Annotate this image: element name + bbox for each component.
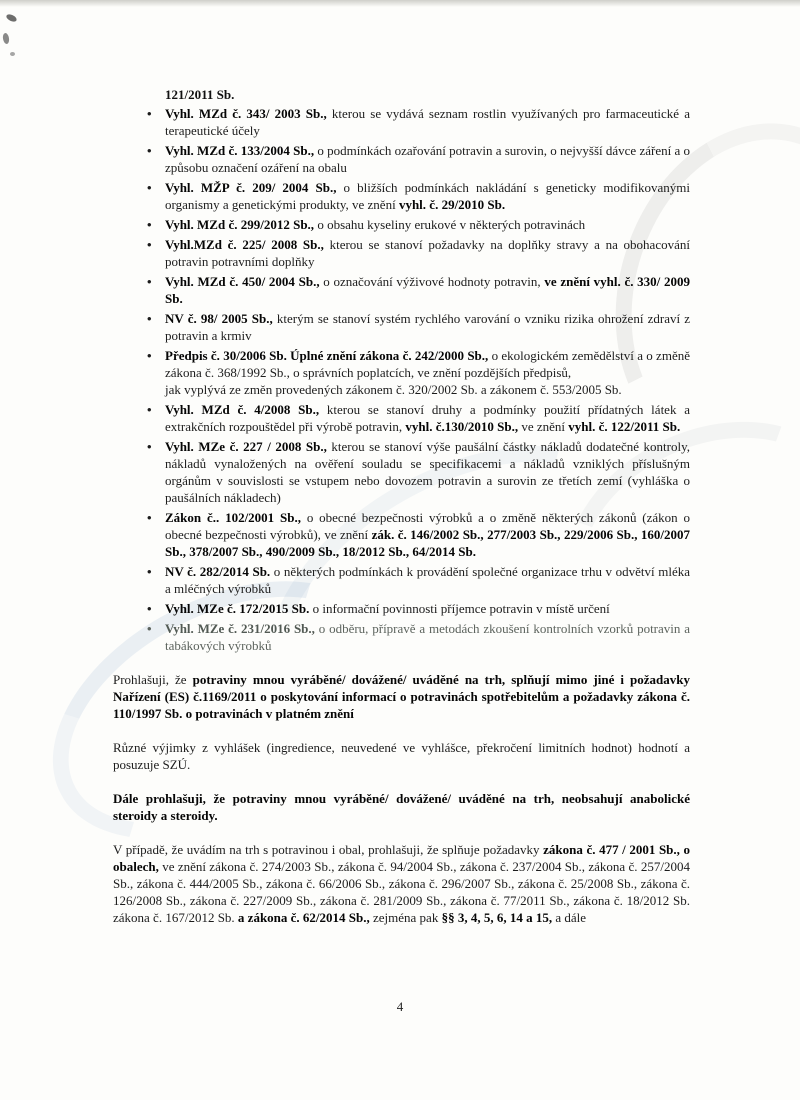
text-bold: Vyhl. MZe č. 227 / 2008 Sb., bbox=[165, 439, 327, 454]
declaration-paragraph bbox=[113, 841, 690, 926]
list-item-text bbox=[165, 237, 690, 269]
list-item-text bbox=[165, 143, 690, 175]
list-item-text bbox=[165, 106, 690, 138]
regulation-list-item bbox=[143, 273, 690, 307]
declaration-paragraph bbox=[113, 739, 690, 773]
text-regular: Prohlašuji, že bbox=[113, 672, 193, 687]
page-number: 4 bbox=[396, 999, 404, 1014]
text-regular: o některých podmínkách k provádění společné organizace trhu v odvětví mléka a mléčných výrobků bbox=[165, 564, 690, 596]
regulation-list-item bbox=[143, 509, 690, 560]
text-regular: kterou se vydává seznam rostlin využívaných pro farmaceutické a terapeutické účely bbox=[165, 106, 690, 138]
text-bold: §§ 3, 4, 5, 6, 14 a 15, bbox=[441, 910, 553, 925]
regulation-list-item bbox=[143, 179, 690, 213]
list-item-text bbox=[165, 601, 610, 616]
regulation-list bbox=[143, 105, 690, 654]
text-regular: o bližších podmínkách nakládání s geneticky modifikovanými organismy a genetickými produkty, ve znění bbox=[165, 180, 691, 212]
list-item-text bbox=[165, 217, 585, 232]
text-bold: Zákon č.. 102/2001 Sb., bbox=[165, 510, 301, 525]
regulation-list-item bbox=[143, 142, 690, 176]
bullet-marker: • bbox=[147, 180, 152, 195]
list-item-text bbox=[165, 311, 690, 343]
text-bold: Vyhl. MŽP č. 209/ 2004 Sb., bbox=[165, 180, 337, 195]
text-bold: Vyhl. MZd č. 299/2012 Sb., bbox=[165, 217, 315, 232]
declaration-paragraph bbox=[113, 671, 690, 722]
text-regular: o informační povinnosti příjemce potravin v místě určení bbox=[309, 601, 610, 616]
text-bold: Vyhl. MZd č. 450/ 2004 Sb., bbox=[165, 274, 320, 289]
text-bold: Vyhl. MZd č. 133/2004 Sb., bbox=[165, 143, 315, 158]
text-regular: zejména pak bbox=[369, 910, 442, 925]
text-bold: NV č. 282/2014 Sb. bbox=[165, 564, 271, 579]
text-bold: vyhl. č.130/2010 Sb., bbox=[405, 419, 519, 434]
text-regular: o podmínkách ozařování potravin a surovin, o nejvyšší dávce záření a o způsobu označení ozáření na obalu bbox=[165, 143, 690, 175]
bullet-marker: • bbox=[147, 402, 152, 417]
text-bold: Vyhl.MZd č. 225/ 2008 Sb., bbox=[165, 237, 324, 252]
bullet-marker: • bbox=[147, 510, 152, 525]
regulation-list-item bbox=[143, 600, 690, 617]
bullet-marker: • bbox=[147, 439, 152, 454]
text-regular: kterou se stanoví druhy a podmínky použití přídatných látek a extrakčních rozpouštědel při výrobě potravin, bbox=[165, 402, 690, 434]
list-item-text bbox=[165, 621, 690, 653]
list-item-text bbox=[165, 439, 690, 505]
bullet-marker: • bbox=[147, 274, 152, 289]
bullet-marker: • bbox=[147, 601, 152, 616]
text-bold: Vyhl. MZe č. 172/2015 Sb. bbox=[165, 601, 310, 616]
declaration-paragraphs bbox=[113, 671, 690, 926]
bullet-marker: • bbox=[147, 348, 152, 363]
list-item-text bbox=[165, 402, 690, 434]
text-bold: vyhl. č. 122/2011 Sb. bbox=[568, 419, 681, 434]
bullet-marker: • bbox=[147, 564, 152, 579]
declaration-paragraph bbox=[113, 790, 690, 824]
text-regular: a dále bbox=[552, 910, 586, 925]
text-regular: kterou se stanoví požadavky na doplňky stravy a na obohacování potravin potravními doplňky bbox=[165, 237, 690, 269]
regulation-list-item bbox=[143, 347, 690, 398]
bullet-marker: • bbox=[147, 143, 152, 158]
text-regular: ve znění bbox=[518, 419, 569, 434]
text-bold: ve znění vyhl. č. 330/ 2009 Sb. bbox=[165, 274, 690, 306]
text-regular: o odběru, přípravě a metodách zkoušení kontrolních vzorků potravin a tabákových výrobků bbox=[165, 621, 690, 653]
text-bold: Vyhl. MZd č. 343/ 2003 Sb., bbox=[165, 106, 327, 121]
text-regular: o obsahu kyseliny erukové v některých potravinách bbox=[314, 217, 586, 232]
text-regular: o označování výživové hodnoty potravin, bbox=[319, 274, 545, 289]
text-bold: vyhl. č. 29/2010 Sb. bbox=[398, 197, 506, 212]
regulation-list-item bbox=[143, 236, 690, 270]
text-bold: Dále prohlašuji, že potraviny mnou vyráběné/ dovážené/ uváděné na trh, neobsahují anabolické steroidy a steroidy. bbox=[113, 791, 690, 823]
regulation-list-item bbox=[143, 216, 690, 233]
regulation-list-item bbox=[143, 105, 690, 139]
regulation-list-item bbox=[143, 438, 690, 506]
regulation-list-item bbox=[143, 563, 690, 597]
text-bold: NV č. 98/ 2005 Sb., bbox=[165, 311, 273, 326]
list-item-text bbox=[165, 180, 690, 212]
regulation-list-item bbox=[143, 620, 690, 654]
text-bold: Předpis č. 30/2006 Sb. Úplné znění zákona č. 242/2000 Sb., bbox=[165, 348, 489, 363]
list-item-text bbox=[165, 274, 690, 306]
text-regular: V případě, že uvádím na trh s potravinou i obal, prohlašuji, že splňuje požadavky bbox=[113, 842, 544, 857]
text-regular: o ekologickém zemědělství a o změně zákona č. 368/1992 Sb., o správních poplatcích, ve znění pozdějších předpisů, bbox=[165, 348, 690, 380]
text-bold: Vyhl. MZd č. 4/2008 Sb., bbox=[165, 402, 320, 417]
regulation-list-item bbox=[143, 401, 690, 435]
text-bold: potraviny mnou vyráběné/ dovážené/ uváděné na trh, splňují mimo jiné i požadavky Nařízení (ES) č.1169/2011 o poskytování informací o potravinách spotřebitelům a požadavky zákona č. 110/1997 Sb. o potravinách v platném znění bbox=[113, 672, 691, 721]
list-item-text bbox=[165, 510, 690, 559]
text-bold: zák. č. 146/2002 Sb., 277/2003 Sb., 229/2006 Sb., 160/2007 Sb., 378/2007 Sb., 490/2009 Sb., 18/2012 Sb., 64/2014 Sb. bbox=[165, 527, 690, 559]
bullet-marker: • bbox=[147, 311, 152, 326]
text-regular: kterou se stanoví výše paušální částky nákladů dodatečné kontroly, nákladů vynaložených na ověření souladu se specifikacemi a nákladů vzniklých příslušným orgánům v souvislosti se vstupem nebo dovozem potravin a surovin ze třetích zemí (vyhláška o paušálních nákladech) bbox=[165, 439, 691, 505]
list-item-text bbox=[165, 348, 690, 397]
text-bold: a zákona č. 62/2014 Sb., bbox=[237, 910, 370, 925]
text-regular: kterým se stanoví systém rychlého varování o vzniku rizika ohrožení zdraví z potravin a krmiv bbox=[165, 311, 690, 343]
text-regular: o obecné bezpečnosti výrobků a o změně některých zákonů (zákon o obecné bezpečnosti výrobků), ve znění bbox=[165, 510, 690, 542]
text-bold: Vyhl. MZe č. 231/2016 Sb., bbox=[165, 621, 315, 636]
text-regular: ve znění zákona č. 274/2003 Sb., zákona č. 94/2004 Sb., zákona č. 237/2004 Sb., zákona č. 257/2004 Sb., zákona č. 444/2005 Sb., zákona č. 66/2006 Sb., zákona č. 296/2007 Sb., zákona č. 25/2008 Sb., zákona č. 126/2008 Sb., zákona č. 227/2009 Sb., zákona č. 281/2009 Sb., zákona č. 77/2011 Sb., zákona č. 18/2012 Sb. zákona č. 167/2012 Sb. bbox=[113, 859, 690, 925]
regulation-list-item bbox=[143, 310, 690, 344]
list-item-text bbox=[165, 564, 690, 596]
bullet-marker: • bbox=[147, 621, 152, 636]
text-bold: zákona č. 477 / 2001 Sb., o obalech, bbox=[113, 842, 690, 874]
bullet-marker: • bbox=[147, 217, 152, 232]
text-regular: Různé výjimky z vyhlášek (ingredience, neuvedené ve vyhlášce, překročení limitních hodnot) hodnotí a posuzuje SZÚ. bbox=[113, 740, 690, 772]
text-regular: jak vyplývá ze změn provedených zákonem č. 320/2002 Sb. a zákonem č. 553/2005 Sb. bbox=[165, 382, 622, 397]
list-continuation-line: 121/2011 Sb. bbox=[165, 87, 235, 102]
bullet-marker: • bbox=[147, 237, 152, 252]
bullet-marker: • bbox=[147, 106, 152, 121]
